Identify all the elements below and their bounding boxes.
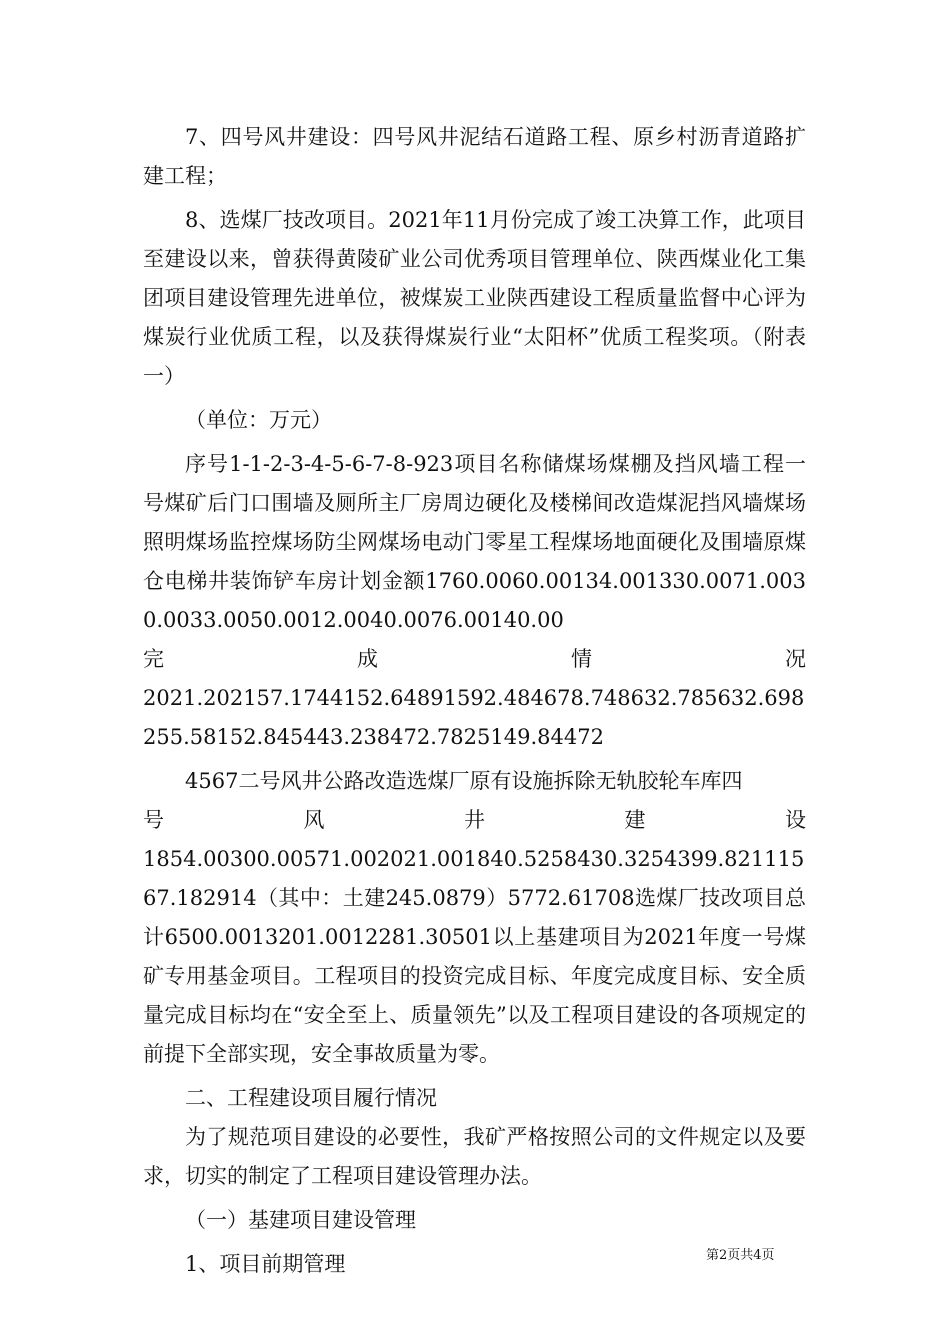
table-heading-fengjing: 号风井建设 bbox=[143, 808, 806, 832]
section-heading-2: 二、工程建设项目履行情况 bbox=[185, 1086, 437, 1110]
table-heading-completion: 完成情况 bbox=[143, 647, 806, 671]
unit-note: （单位：万元） bbox=[185, 408, 332, 432]
document-body bbox=[143, 118, 806, 1284]
paragraph-management-intro: 为了规范项目建设的必要性，我矿严格按照公司的文件规定以及要求，切实的制定了工程项目建设管理办法。 bbox=[143, 1125, 806, 1188]
table-text-block-1: 序号1-1-2-3-4-5-6-7-8-923项目名称储煤场煤棚及挡风墙工程一号煤矿后门口围墙及厕所主厂房周边硬化及楼梯间改造煤泥挡风墙煤场照明煤场监控煤场防尘网煤场电动门零星工程煤场地面硬化及围墙原煤仓电梯井装饰铲车房计划金额1760.0060.00134.001330.0071.0030.0033.0050.0012.0040.0076.00140.00 bbox=[143, 452, 806, 632]
table-values-summary: 1854.00300.00571.002021.001840.5258430.3254399.82111567.182914（其中：土建245.0879）5772.61708选煤厂技改项目总计6500.0013201.0012281.30501以上基建项目为2021年度一号煤矿专用基金项目。工程项目的投资完成目标、年度完成度目标、安全质量完成目标均在“安全至上、质量领先”以及工程项目建设的各项规定的前提下全部实现，安全事故质量为零。 bbox=[143, 847, 806, 1066]
table-values-completion: 2021.202157.1744152.64891592.484678.748632.785632.698255.58152.845443.238472.7825149.84472 bbox=[143, 686, 805, 749]
table-text-block-2: 4567二号风井公路改造选煤厂原有设施拆除无轨胶轮车库四 bbox=[185, 769, 743, 793]
paragraph-item-8: 8、选煤厂技改项目。2021年11月份完成了竣工决算工作，此项目至建设以来，曾获得黄陵矿业公司优秀项目管理单位、陕西煤业化工集团项目建设管理先进单位，被煤炭工业陕西建设工程质量监督中心评为煤炭行业优质工程，以及获得煤炭行业“太阳杯”优质工程奖项。（附表一） bbox=[143, 208, 806, 388]
paragraph-item-7: 7、四号风井建设：四号风井泥结石道路工程、原乡村沥青道路扩建工程； bbox=[143, 125, 806, 188]
item-heading-1: 1、项目前期管理 bbox=[185, 1252, 346, 1276]
subsection-heading-1: （一）基建项目建设管理 bbox=[185, 1208, 416, 1232]
page-number: 第2页共4页 bbox=[706, 1248, 775, 1263]
